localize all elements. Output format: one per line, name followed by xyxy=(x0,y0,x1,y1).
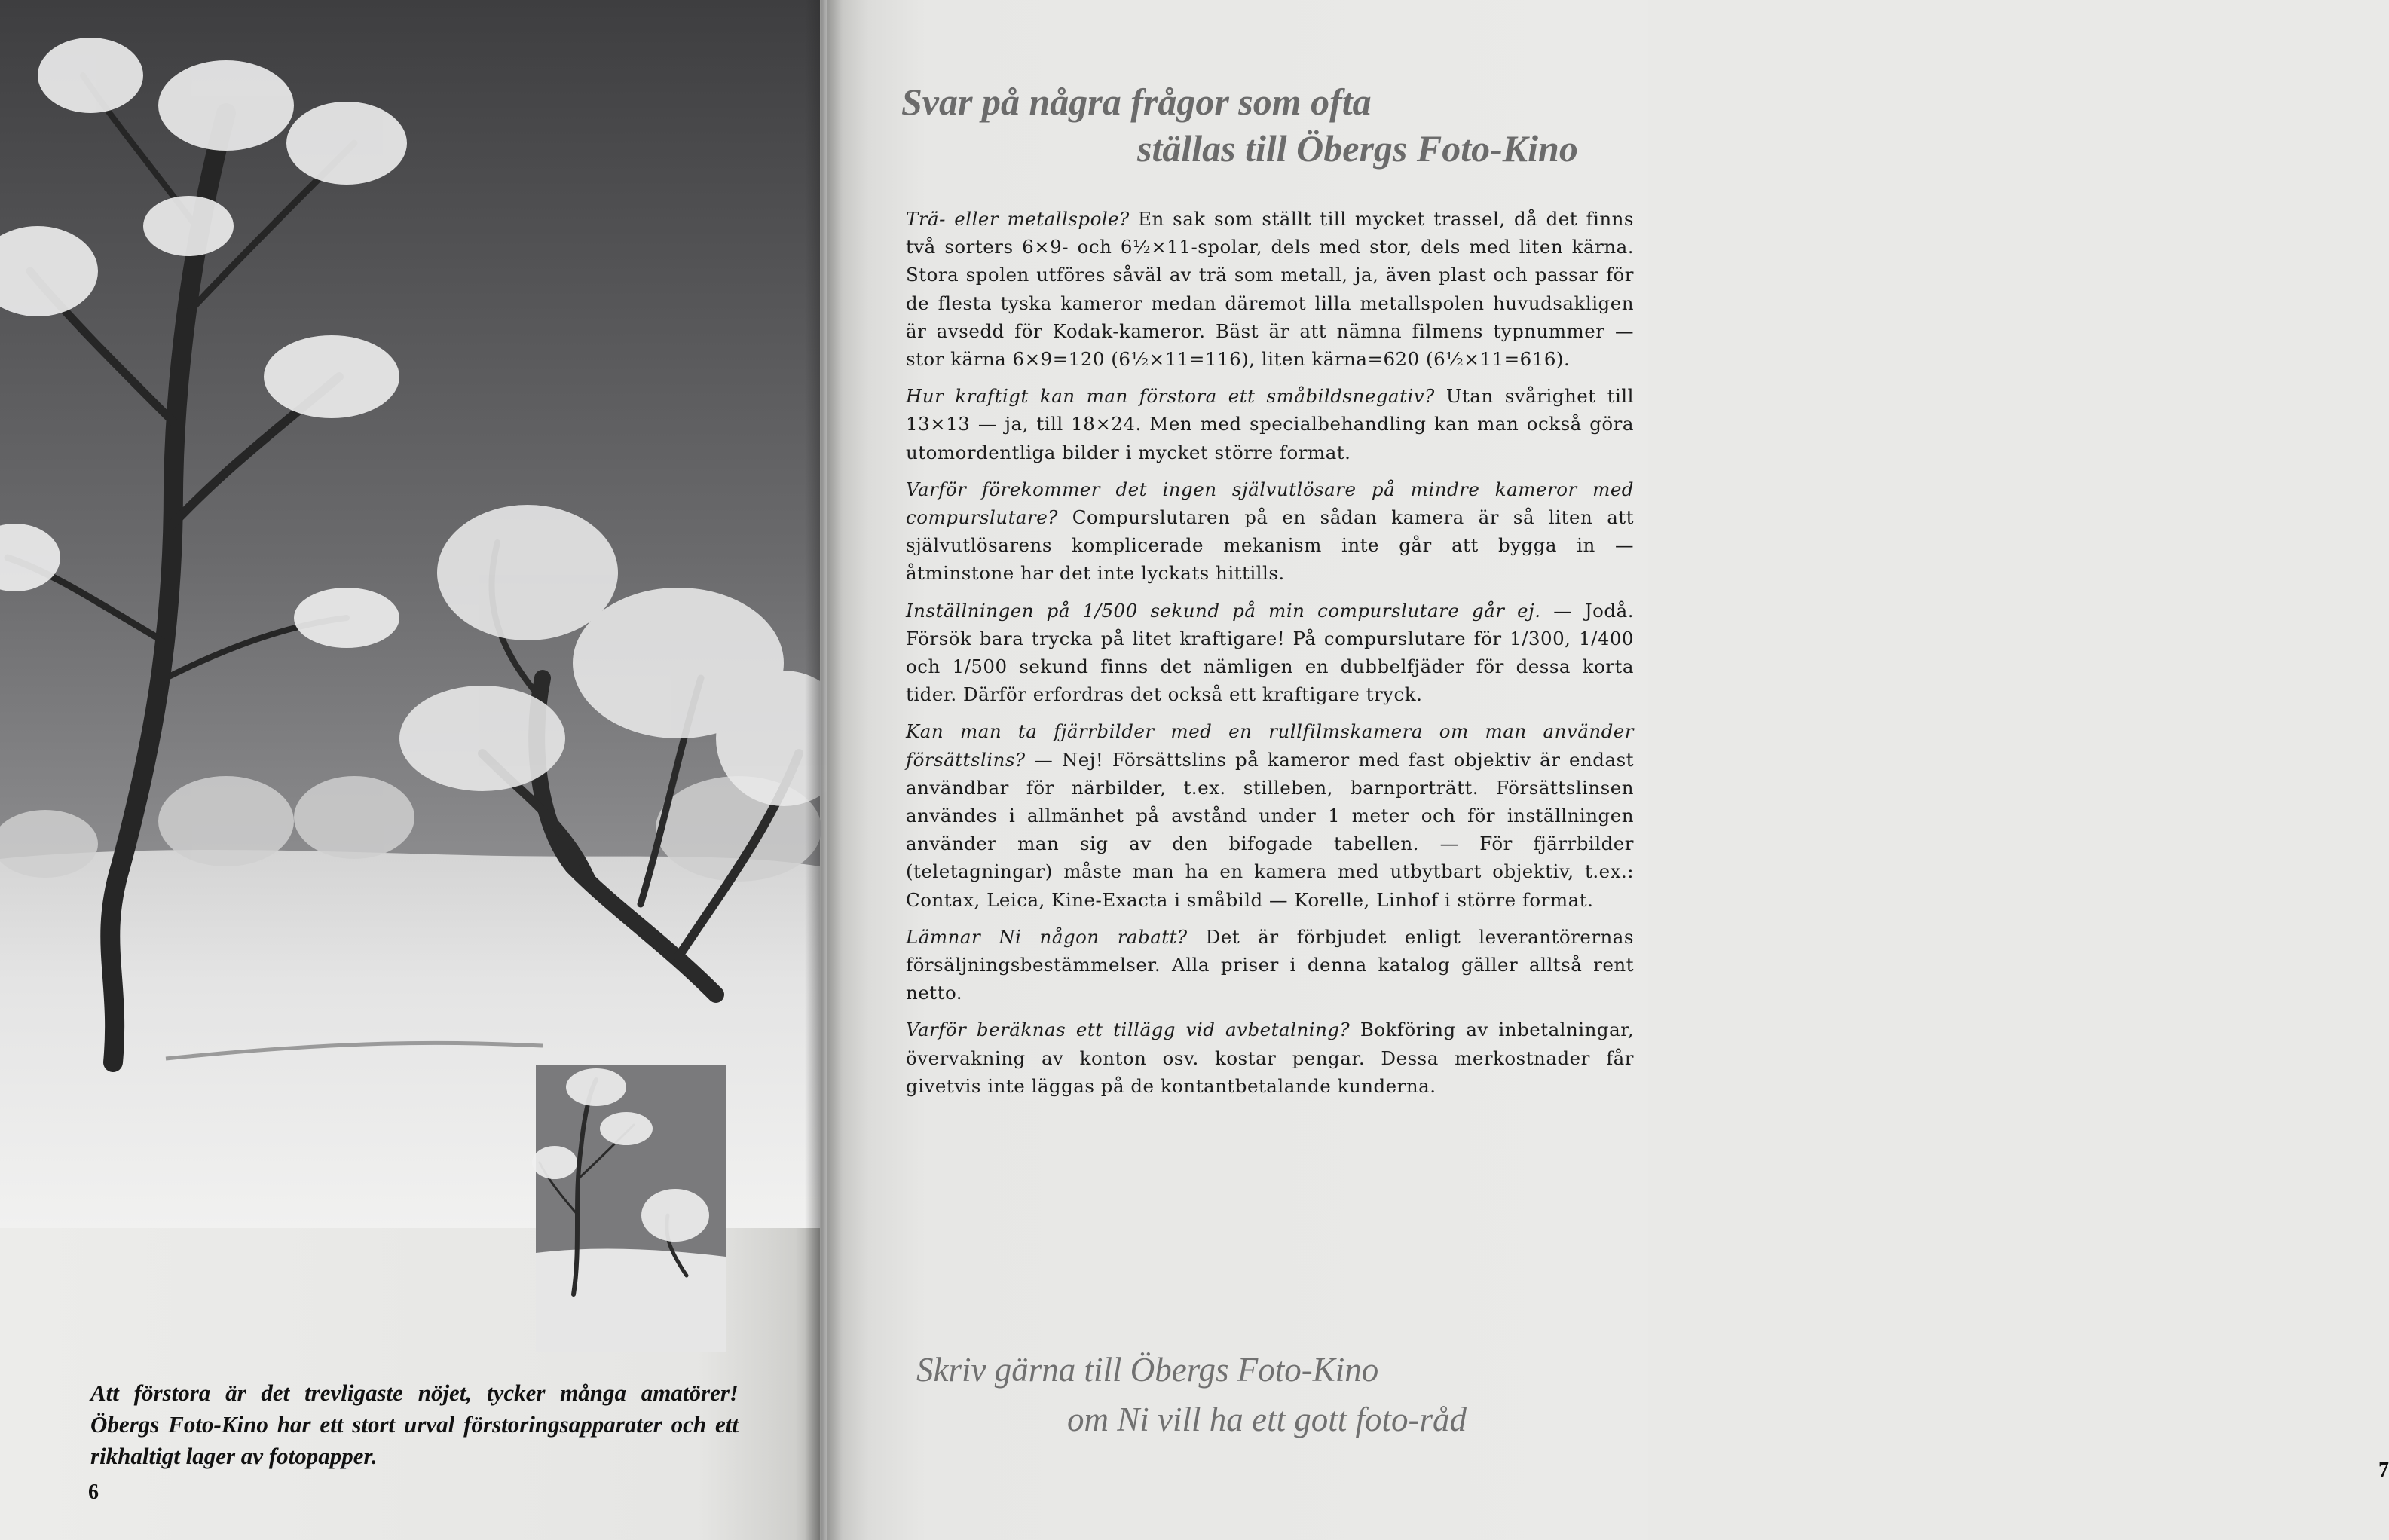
faq-question: Lämnar Ni någon rabatt? xyxy=(906,925,1188,948)
heading-line-2: ställas till Öbergs Foto-Kino xyxy=(1137,127,1578,170)
faq-answer: Compurslutaren på en sådan kamera är så liten att självutlösarens komplicerade mekanism inte går att bygga in — åtminstone har det inte lyckats hittills. xyxy=(906,506,1634,585)
left-page xyxy=(0,0,820,1540)
faq-question: Varför förekommer det ingen självutlösare på mindre kameror med compurslutare? xyxy=(906,478,1634,529)
faq-item xyxy=(906,1016,1634,1100)
closing-line-1: Skriv gärna till Öbergs Foto-Kino xyxy=(916,1351,1379,1389)
faq-item xyxy=(906,597,1634,709)
faq-question: Hur kraftigt kan man förstora ett småbildsnegativ? xyxy=(906,385,1435,408)
faq-answer: — Jodå. Försök bara trycka på litet kraftigare! På compurslutare för 1/300, 1/400 och 1/500 sekund finns det nämligen en dubbelfjäder för dessa korta tider. Därför erfordras det också ett kraftigare tryck. xyxy=(906,599,1634,706)
heading-line-1: Svar på några frågor som ofta xyxy=(901,81,1372,123)
faq-question: Varför beräknas ett tillägg vid avbetalning? xyxy=(906,1019,1351,1041)
page-number-right: 7 xyxy=(2378,1459,2389,1482)
faq-heading xyxy=(900,78,1623,172)
faq-question: Inställningen på 1/500 sekund på min compurslutare går ej. xyxy=(906,599,1541,622)
faq-item xyxy=(906,205,1634,373)
right-page xyxy=(827,0,2389,1540)
winter-tree-photo xyxy=(0,0,820,1228)
faq-item xyxy=(906,475,1634,588)
faq-answer: En sak som ställt till mycket trassel, då det finns två sorters 6×9- och 6½×11-spolar, dels med stor, dels med liten kärna. Stora spolen utföres såväl av trä som metall, ja, även plast och passar för de flesta tyska kameror medan däremot lilla metallspolen huvudsakligen är avsedd för Kodak-kameror. Bäst är att nämna filmens typnummer — stor kärna 6×9=120 (6½×11=116), liten kärna=620 (6½×11=616). xyxy=(906,208,1634,371)
faq-item xyxy=(906,717,1634,913)
left-page-caption: Att förstora är det trevligaste nöjet, tycker många amatörer! Öbergs Foto-Kino har ett stort urval förstoringsapparater och ett rikhaltigt lager av fotopapper. xyxy=(90,1380,739,1469)
closing-line-2: om Ni vill ha ett gott foto-råd xyxy=(1067,1401,1467,1438)
page-number-left: 6 xyxy=(88,1480,99,1504)
faq-list xyxy=(906,205,1634,1109)
faq-answer: — Nej! Försättslins på kameror med fast objektiv är endast användbar för närbilder, t.ex. stilleben, barnporträtt. Försättslinsen användes i allmänhet på avstånd under 1 meter och för inställningen använder man sig av den bifogade tabellen. — För fjärrbilder (teletagningar) måste man ha en kamera med utbytbart objektiv, t.ex.: Contax, Leica, Kine-Exacta i småbild — Korelle, Linhof i större format. xyxy=(906,748,1634,911)
faq-question: Kan man ta fjärrbilder med en rullfilmskamera om man använder försättslins? xyxy=(906,720,1634,771)
faq-answer: Det är förbjudet enligt leverantörernas försäljningsbestämmelser. Alla priser i denna katalog gäller alltså rent netto. xyxy=(906,925,1634,1004)
faq-question: Trä- eller metallspole? xyxy=(906,208,1130,230)
faq-item xyxy=(906,923,1634,1007)
faq-answer: Bokföring av inbetalningar, övervakning av konton osv. kostar pengar. Dessa merkostnader får givetvis inte läggas på de kontantbetalande kunderna. xyxy=(906,1019,1634,1097)
faq-answer: Utan svårighet till 13×13 — ja, till 18×24. Men med specialbehandling kan man också göra utomordentliga bilder i mycket större format. xyxy=(906,385,1634,463)
small-tree-photo xyxy=(536,1065,726,1352)
closing-slogan xyxy=(916,1345,1640,1444)
faq-item xyxy=(906,382,1634,466)
